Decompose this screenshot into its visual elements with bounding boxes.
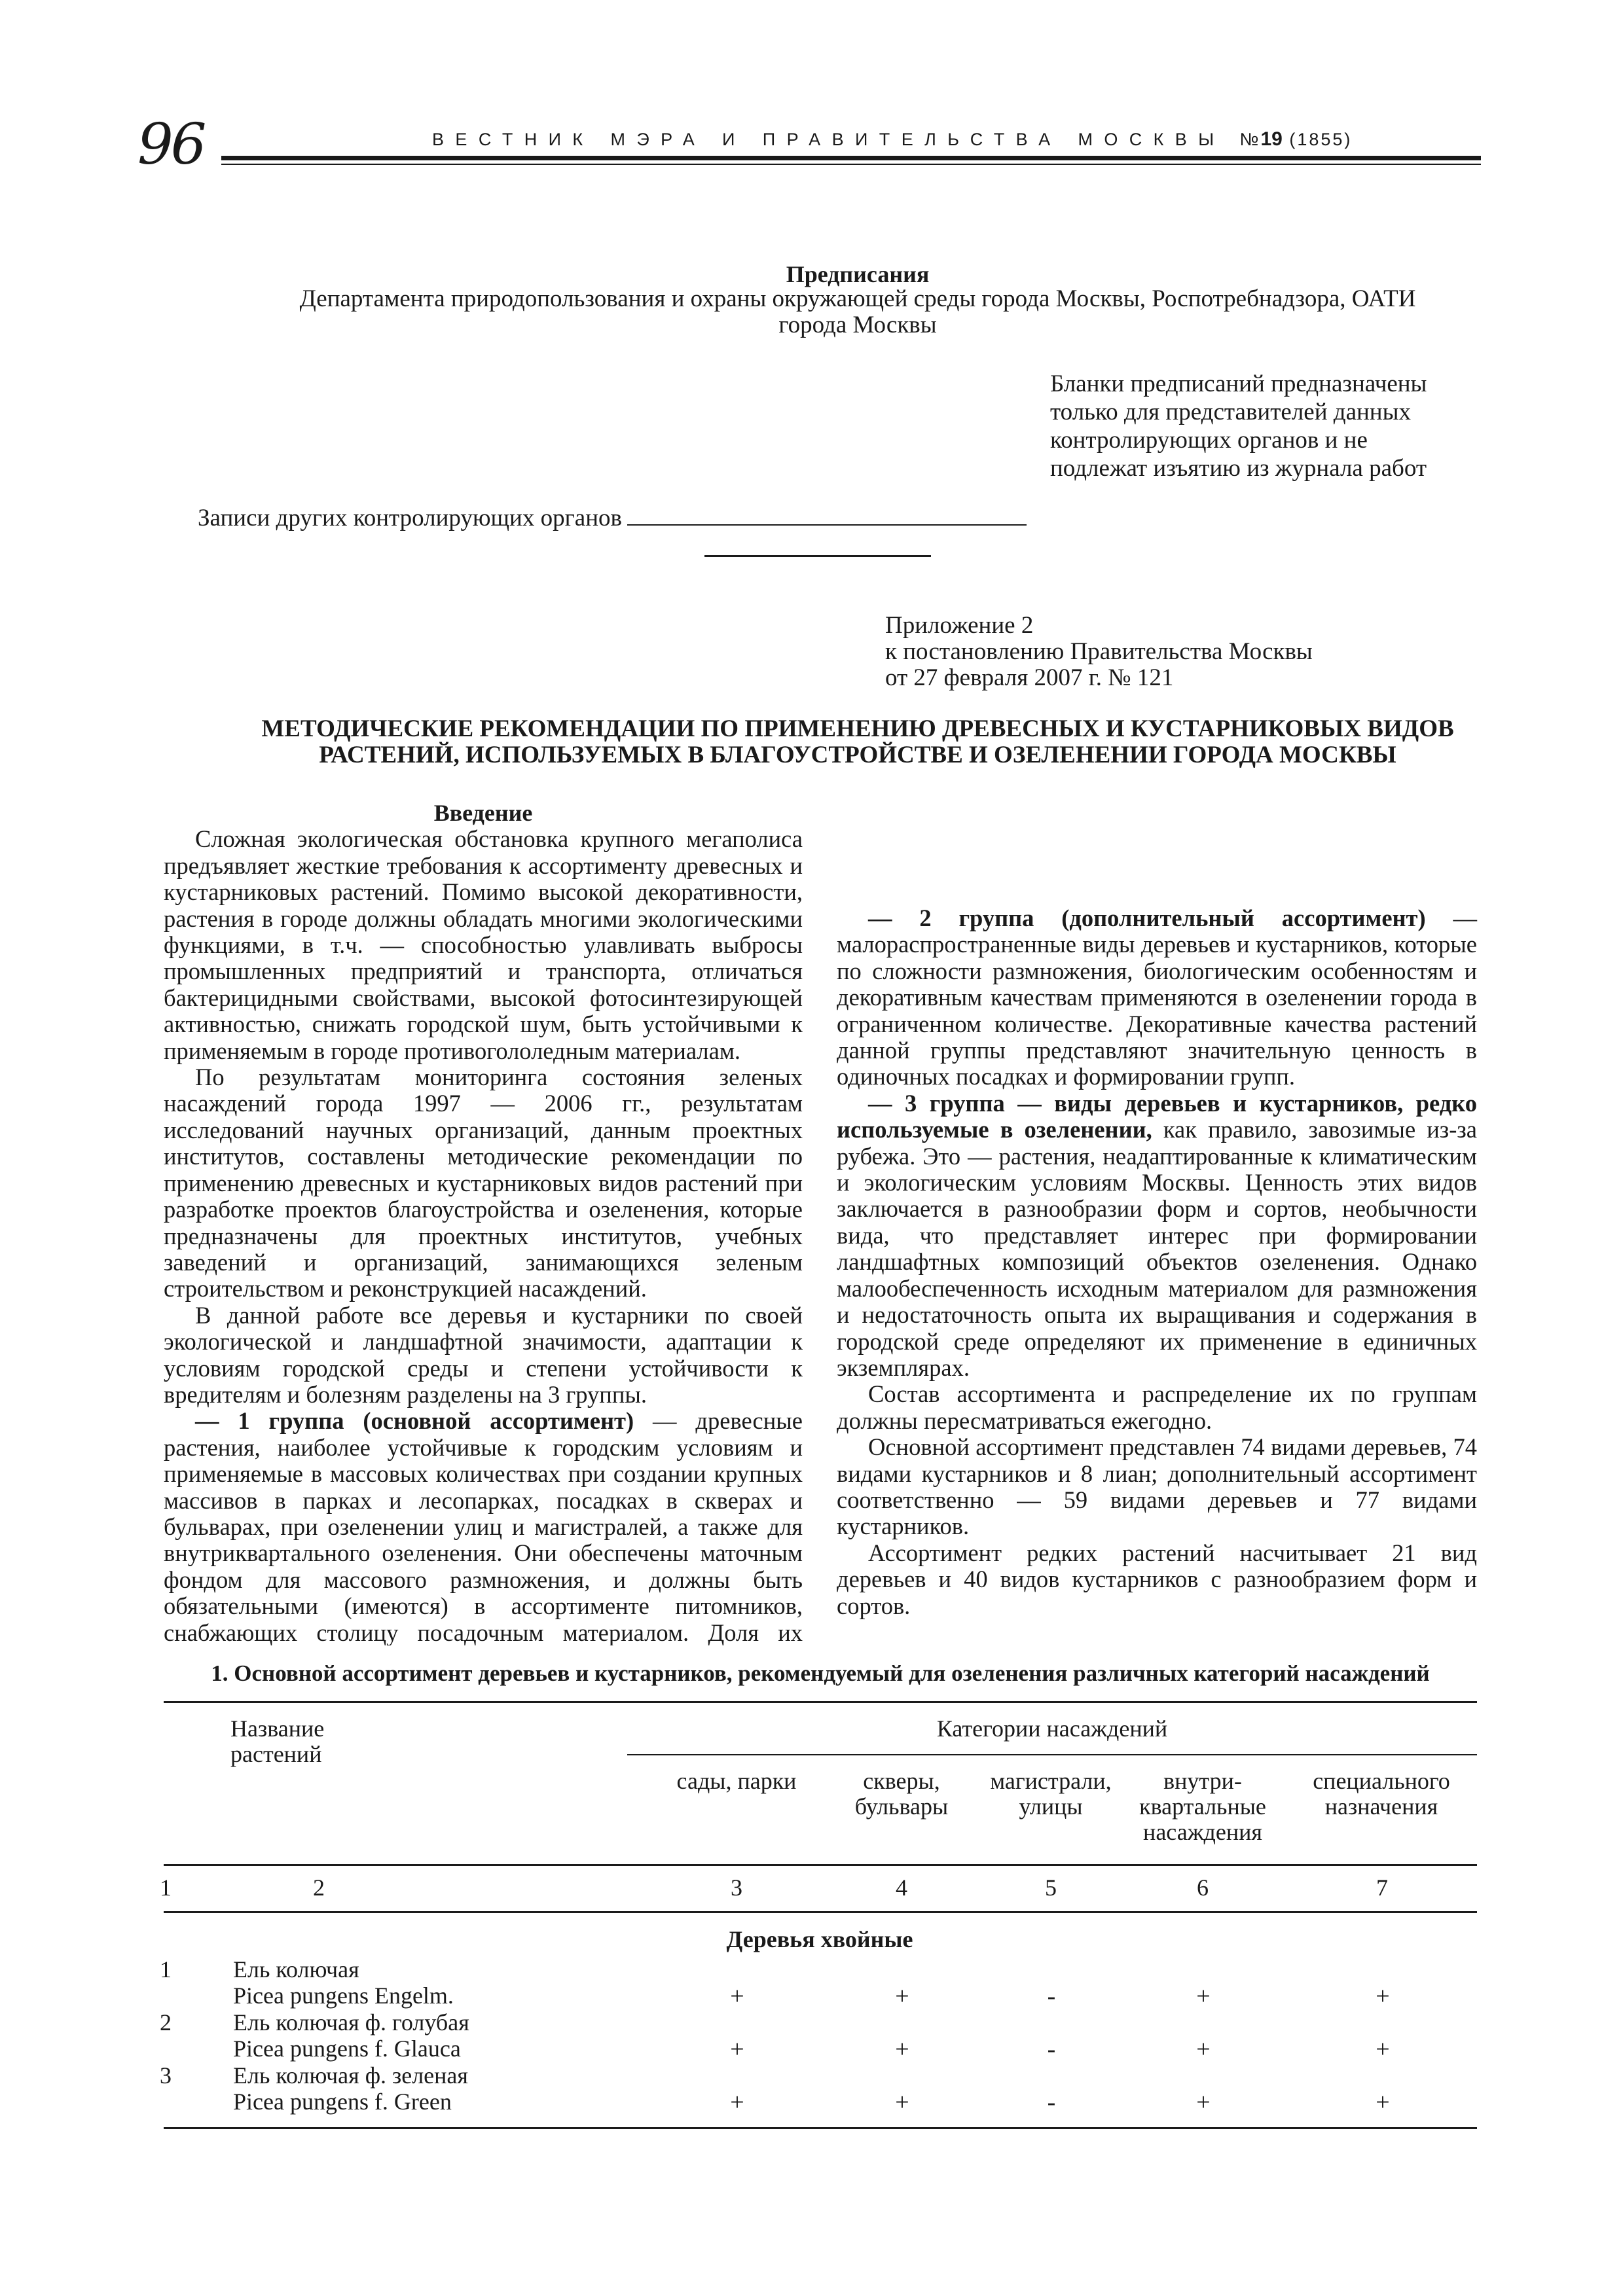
- intro-paragraph: Сложная экологическая обстановка крупного мегаполиса предъявляет жесткие требования к ассортименту древесных и кустарниковых растений. Помимо высокой декоративности, растения в городе должны обладать многими экологическими функциями, в т.ч. — способностью улавливать выбросы промышленных предприятий и транспорта, отличаться бактерицидными свойствами, высокой фотосинтезирующей активностью, снижать городской шум, быть устойчивыми к применяемым в городе противогололедным материалам.: [164, 825, 803, 1064]
- mark-intra-block: +: [1196, 1982, 1211, 2010]
- prescriptions-subtitle-line: города Москвы: [778, 312, 937, 338]
- column-numbers-bottom-rule: [164, 1911, 1477, 1913]
- prescriptions-title: Предписания: [786, 261, 930, 287]
- prescriptions-subtitle: [223, 286, 1493, 338]
- document-title: [177, 716, 1539, 768]
- mark-special: +: [1376, 2089, 1390, 2116]
- plant-name-latin: Picea pungens f. Green: [233, 2089, 452, 2115]
- plant-name-ru: Ель колючая: [233, 1956, 359, 1982]
- table-caption: 1. Основной ассортимент деревьев и кустарников, рекомендуемый для озеленения различных категорий насаждений: [211, 1660, 1430, 1686]
- column-number: 3: [731, 1874, 742, 1901]
- plant-name-ru: Ель колючая ф. голубая: [233, 2009, 469, 2036]
- blank-note-line: контролирующих органов и не: [1050, 427, 1368, 454]
- issue-total: (1855): [1289, 130, 1353, 149]
- group-3-label: — 3 группа — виды деревьев и кустарников, редко используемые в озеленении,: [837, 1089, 1477, 1143]
- document-title-line: МЕТОДИЧЕСКИЕ РЕКОМЕНДАЦИИ ПО ПРИМЕНЕНИЮ ДРЕВЕСНЫХ И КУСТАРНИКОВЫХ ВИДОВ: [261, 715, 1454, 742]
- categories-rule: [627, 1754, 1477, 1755]
- other-records: [198, 504, 1027, 533]
- category-header-gardens: [655, 1768, 818, 1794]
- column-number: 1: [160, 1874, 172, 1901]
- plant-name-ru: Ель колючая ф. зеленая: [233, 2062, 468, 2089]
- appendix-reference: [885, 613, 1474, 691]
- category-header-squares: [820, 1768, 983, 1820]
- group-3-paragraph: [837, 1090, 1477, 1381]
- mark-streets: -: [1047, 1982, 1056, 2010]
- mark-gardens: +: [730, 1982, 744, 2010]
- blank-note-line: Бланки предписаний предназначены: [1050, 370, 1427, 397]
- mark-intra-block: +: [1196, 2089, 1211, 2116]
- plant-name-latin: Picea pungens Engelm.: [233, 1982, 454, 2009]
- category-header-line: сады, парки: [676, 1768, 797, 1794]
- appendix-line: Приложение 2: [885, 612, 1034, 639]
- category-header-line: насаждения: [1143, 1819, 1262, 1845]
- table-bottom-rule: [164, 2127, 1477, 2129]
- blank-note: [1050, 370, 1508, 482]
- mark-gardens: +: [730, 2036, 744, 2063]
- category-header-intra-block: [1121, 1768, 1285, 1845]
- issue-info: [1240, 130, 1353, 149]
- intro-heading: Введение: [433, 800, 533, 826]
- publication-title: ВЕСТНИК МЭРА И ПРАВИТЕЛЬСТВА МОСКВЫ: [432, 130, 1226, 149]
- mark-squares: +: [895, 2036, 909, 2063]
- group-1-text: — древесные растения, наиболее устойчивые к городским условиям и применяемые в массовых количествах при создании крупных массивов в парках и лесопарках, посадках в скверах и бульварах, при озеленении улиц и магистралей, а также для внутриквартального озеленения. Они обеспечены маточным фондом для массового размножения, и должны быть обязательными (имеются) в ассортименте питомников, снабжающих столицу посадочным материалом. Доля их: [164, 1408, 803, 1646]
- category-header-special: [1300, 1768, 1463, 1820]
- group-1-label: — 1 группа (основной ассортимент): [195, 1408, 634, 1435]
- plant-name-latin: Picea pungens f. Glauca: [233, 2036, 461, 2062]
- column-number: 6: [1197, 1874, 1209, 1901]
- document-title-line: РАСТЕНИЙ, ИСПОЛЬЗУЕМЫХ В БЛАГОУСТРОЙСТВЕ И ОЗЕЛЕНЕНИИ ГОРОДА МОСКВЫ: [319, 742, 1396, 768]
- row-number: 1: [160, 1956, 172, 1982]
- category-header-line: улицы: [1019, 1793, 1083, 1820]
- name-header-line: растений: [230, 1741, 322, 1767]
- row-number: 2: [160, 2009, 172, 2036]
- categories-header: Категории насаждений: [936, 1715, 1168, 1742]
- other-records-fill-line: [627, 505, 1027, 526]
- intro-paragraph: В данной работе все деревья и кустарники по своей экологической и ландшафтной значимости, адаптации к условиям городской среды и степени устойчивости к вредителям и болезням разделены на 3 группы.: [164, 1301, 803, 1408]
- intro-paragraph: По результатам мониторинга состояния зеленых насаждений города 1997 — 2006 гг., результатам исследований научных организаций, данным проектных институтов, составлены методические рекомендации по применению древесных и кустарниковых видов растений при разработке проектов благоустройства и озеленения, которые предназначены для проектных институтов, учебных заведений и организаций, занимающихся зеленым строительством и реконструкцией насаждений.: [164, 1064, 803, 1302]
- body-column-left: [164, 800, 803, 1645]
- mark-special: +: [1376, 2036, 1390, 2063]
- group-1-continuation: [837, 800, 1477, 905]
- appendix-line: к постановлению Правительства Москвы: [885, 638, 1313, 665]
- mark-gardens: +: [730, 2089, 744, 2116]
- category-header-line: магистрали,: [990, 1768, 1112, 1794]
- blank-note-line: только для представителей данных: [1050, 399, 1411, 425]
- running-head: [432, 130, 1481, 149]
- intro-paragraph: Ассортимент редких растений насчитывает 21 вид деревьев и 40 видов кустарников с разнообразием форм и сортов.: [837, 1539, 1477, 1619]
- name-header-line: Название: [230, 1715, 325, 1742]
- group-2-paragraph: [837, 905, 1477, 1090]
- category-header-line: внутри-: [1163, 1768, 1242, 1794]
- column-numbers-top-rule: [164, 1864, 1477, 1866]
- group-3-text: как правило, завозимые из-за рубежа. Это — растения, неадаптированные к климатическим и экологическим условиям Москвы. Ценность этих видов заключается в разнообразии форм и сортов, необычности вида, что представляет интерес при формировании ландшафтных композиций объектов озеленения. Однако малообеспеченность исходным материалом для размножения и недостаточность опыта их выращивания и содержания в городской среде определяют их применение в единичных экземплярах.: [837, 1116, 1477, 1381]
- prescriptions-subtitle-line: Департамента природопользования и охраны окружающей среды города Москвы, Роспотребнадзора, ОАТИ: [299, 285, 1416, 312]
- mark-streets: -: [1047, 2089, 1056, 2116]
- table-top-rule: [164, 1701, 1477, 1703]
- intro-paragraph: Основной ассортимент представлен 74 видами деревьев, 74 видами кустарников и 8 лиан; дополнительный ассортимент соответственно — 59 видами деревьев и 77 видами кустарников.: [837, 1433, 1477, 1540]
- row-number: 3: [160, 2062, 172, 2089]
- column-number: 5: [1045, 1874, 1057, 1901]
- group-1-paragraph: [164, 1408, 803, 1645]
- group-2-text: — малораспространенные виды деревьев и кустарников, которые по сложности размножения, биологическим особенностям и декоративным качествам применяются в озеленении города в ограниченном количестве. Декоративные качества растений данной группы представляют значительную ценность в одиночных посадках и формировании групп.: [837, 905, 1478, 1090]
- mark-streets: -: [1047, 2036, 1056, 2063]
- body-column-right: [837, 800, 1477, 1619]
- issue-prefix: №: [1239, 130, 1261, 149]
- mark-intra-block: +: [1196, 2036, 1211, 2063]
- appendix-line: от 27 февраля 2007 г. № 121: [885, 664, 1174, 691]
- category-header-streets: [969, 1768, 1133, 1820]
- category-header-line: бульвары: [854, 1793, 949, 1820]
- mark-squares: +: [895, 1982, 909, 2010]
- page-number: 96: [137, 112, 204, 177]
- group-2-label: — 2 группа (дополнительный ассортимент): [868, 905, 1426, 931]
- category-header-line: скверы,: [863, 1768, 940, 1794]
- section-title: Деревья хвойные: [726, 1926, 913, 1952]
- column-number: 4: [896, 1874, 907, 1901]
- category-header-line: назначения: [1324, 1793, 1438, 1820]
- intro-paragraph: Состав ассортимента и распределение их по группам должны пересматриваться ежегодно.: [837, 1380, 1477, 1434]
- mark-special: +: [1376, 1982, 1390, 2010]
- mark-squares: +: [895, 2089, 909, 2116]
- issue-number: 19: [1260, 128, 1283, 150]
- section-divider: [704, 555, 931, 557]
- column-number: 2: [313, 1874, 325, 1901]
- category-header-line: специального: [1313, 1768, 1450, 1794]
- name-column-header: [230, 1716, 324, 1767]
- blank-note-line: подлежат изъятию из журнала работ: [1050, 455, 1427, 482]
- header-rule-thick: [221, 156, 1481, 160]
- category-header-line: квартальные: [1139, 1793, 1266, 1820]
- column-number: 7: [1376, 1874, 1388, 1901]
- other-records-label: Записи других контролирующих органов: [198, 505, 622, 531]
- header-rule-thin: [221, 164, 1481, 165]
